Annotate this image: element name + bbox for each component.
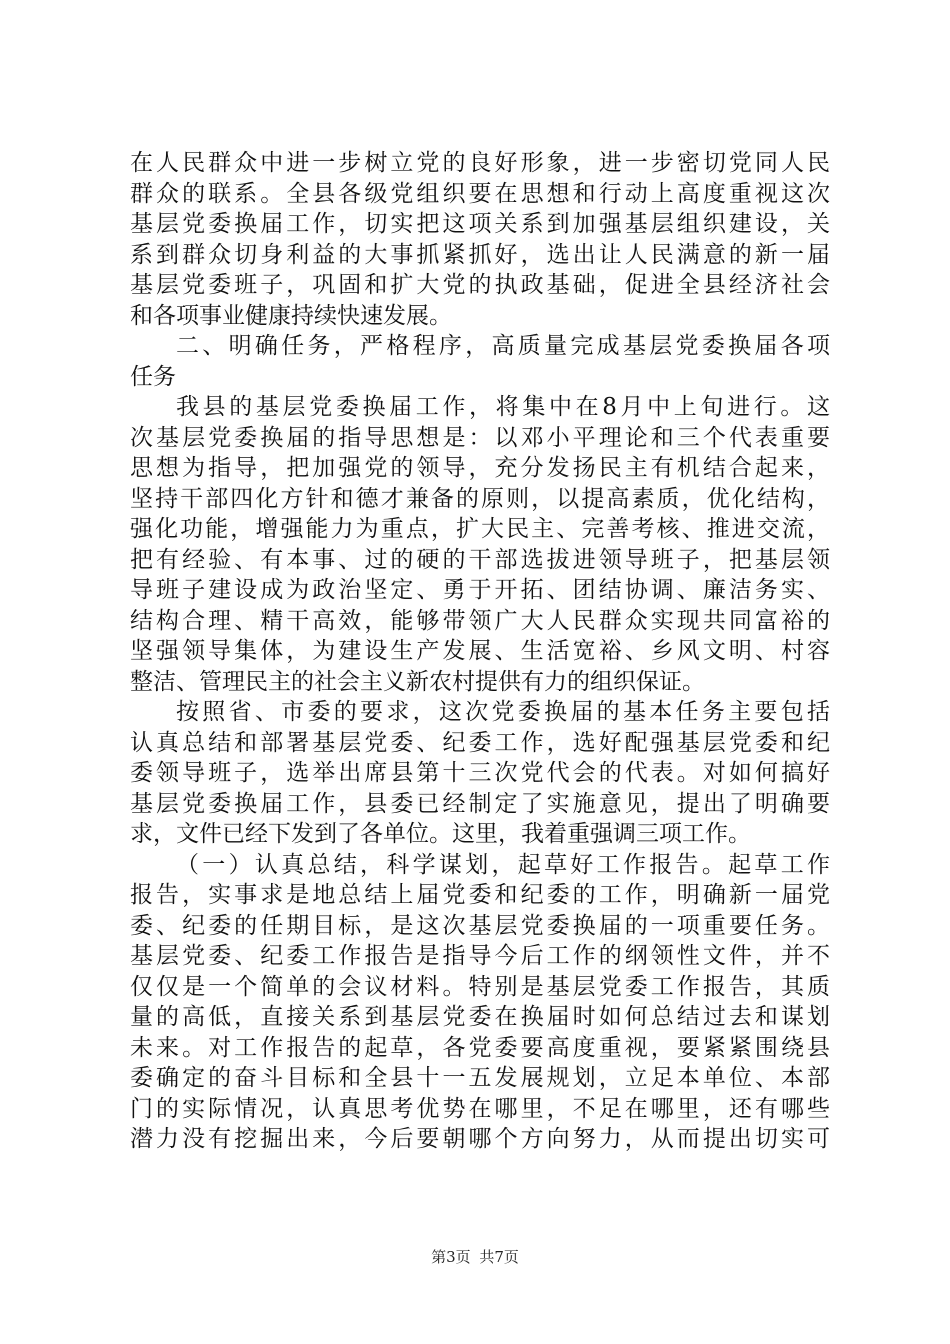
paragraph-line: 委、纪委的任期目标，是这次基层党委换届的一项重要任务。 [130,912,830,939]
paragraph-line: 委领导班子，选举出席县第十三次党代会的代表。对如何搞好 [130,760,830,786]
paragraph-line: 整洁、管理民主的社会主义新农村提供有力的组织保证。 [130,668,705,695]
paragraph-line: 认真总结和部署基层党委、纪委工作，选好配强基层党委和纪 [130,729,830,756]
paragraph-line: 未来。对工作报告的起草，各党委要高度重视，要紧紧围绕县 [130,1034,830,1061]
paragraph-line: 潜力没有挖掘出来，今后要朝哪个方向努力，从而提出切实可 [130,1126,830,1152]
paragraph-line: 按照省、市委的要求，这次党委换届的基本任务主要包括 [176,699,830,725]
paragraph-line: 量的高低，直接关系到基层党委在换届时如何总结过去和谋划 [130,1004,830,1030]
paragraph [130,697,830,850]
paragraph-line: 门的实际情况，认真思考优势在哪里，不足在哪里，还有哪些 [130,1095,830,1122]
paragraph-line: 导班子建设成为政治坚定、勇于开拓、团结协调、廉洁务实、 [130,577,830,603]
paragraph [130,148,830,331]
paragraph-line: 基层党委换届工作，县委已经制定了实施意见，提出了明确要 [130,790,830,817]
paragraph-line: 基层党委、纪委工作报告是指导今后工作的纲领性文件，并不 [130,943,830,969]
paragraph-line: 基层党委换届工作，切实把这项关系到加强基层组织建设，关 [130,211,830,237]
paragraph-line: 强化功能，增强能力为重点，扩大民主、完善考核、推进交流， [130,516,830,542]
paragraph-line: 仅仅是一个简单的会议材料。特别是基层党委工作报告，其质 [130,973,830,1000]
page-footer [0,1247,950,1267]
paragraph-line: 系到群众切身利益的大事抓紧抓好，选出让人民满意的新一届 [130,241,830,268]
paragraph-line: 思想为指导，把加强党的领导，充分发扬民主有机结合起来， [130,455,830,481]
paragraph-line: 基层党委班子，巩固和扩大党的执政基础，促进全县经济社会 [130,272,830,298]
paragraph-line: 坚持干部四化方针和德才兼备的原则，以提高素质，优化结构， [130,485,830,512]
paragraph-line: 在人民群众中进一步树立党的良好形象，进一步密切党同人民 [130,150,830,176]
paragraph-line: 求，文件已经下发到了各单位。这里，我着重强调三项工作。 [130,821,751,847]
paragraph-line: 和各项事业健康持续快速发展。 [130,302,452,329]
paragraph-line: 我县的基层党委换届工作，将集中在8月中上旬进行。这 [176,394,830,420]
paragraph-line: 报告，实事求是地总结上届党委和纪委的工作，明确新一届党 [130,882,830,908]
paragraph-line: 把有经验、有本事、过的硬的干部选拔进领导班子，把基层领 [130,546,830,573]
paragraph-line: 结构合理、精干高效，能够带领广大人民群众实现共同富裕的 [130,607,830,634]
paragraph-line: 群众的联系。全县各级党组织要在思想和行动上高度重视这次 [130,180,830,207]
paragraph-line: 坚强领导集体，为建设生产发展、生活宽裕、乡风文明、村容 [130,638,830,664]
document-body [130,148,830,1155]
paragraph [130,392,830,697]
page-total: 共7页 [479,1248,519,1266]
paragraph-line: 委确定的奋斗目标和全县十一五发展规划，立足本单位、本部 [130,1065,830,1091]
paragraph-line: （一）认真总结，科学谋划，起草好工作报告。起草工作 [176,851,830,878]
paragraph-line: 任务 [130,363,176,390]
paragraph-line: 次基层党委换届的指导思想是：以邓小平理论和三个代表重要 [130,424,830,451]
paragraph-line: 二、明确任务，严格程序，高质量完成基层党委换届各项 [176,333,830,359]
page-number: 第3页 [431,1248,471,1266]
paragraph [130,850,830,1155]
paragraph [130,331,830,392]
